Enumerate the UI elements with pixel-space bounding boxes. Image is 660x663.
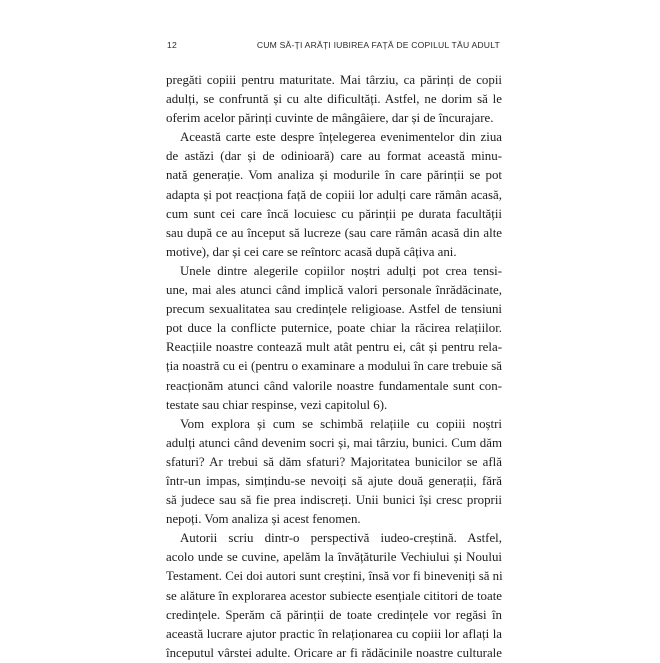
text-line: adulți atunci când devenim socri și, mai târziu, bunici. Cum dăm	[166, 435, 502, 450]
text-line: Vom explora și cum se schimbă relațiile cu copiii noștri	[180, 416, 502, 431]
text-line: credințele. Sperăm că părinții de toate credințele vor regăsi în	[166, 607, 502, 622]
paragraph	[166, 415, 502, 530]
text-line: motive), dar și cei care se reîntorc acasă după câțiva ani.	[166, 244, 457, 259]
page-number: 12	[167, 40, 177, 50]
text-line: acolo unde se cuvine, apelăm la învățăturile Vechiului și Noului	[166, 550, 502, 565]
text-line: Această carte este despre înțelegerea evenimentelor din ziua	[180, 130, 502, 145]
running-head	[167, 40, 500, 54]
text-line: Unele dintre alegerile copiilor noștri adulți pot crea tensi-	[180, 263, 502, 278]
text-line: adulți, se confruntă și cu alte dificultăți. Astfel, ne dorim să le	[166, 92, 502, 107]
text-line: une, mai ales atunci când implică valori personale înrădăcinate,	[166, 283, 502, 298]
text-line: această lucrare ajutor practic în relaționarea cu copiii lor aflați la	[166, 626, 502, 641]
text-line: sau după ce au început să lucreze (sau care rămân acasă din alte	[166, 225, 502, 240]
text-line: de astăzi (dar și de odinioară) care au format această minu-	[166, 149, 502, 164]
text-line: precum sexualitatea sau credințele religioase. Astfel de tensiuni	[166, 302, 502, 317]
text-line: Testament. Cei doi autori sunt creștini, însă vor fi bineveniți să ni	[166, 569, 503, 584]
text-line: reacționăm atunci când valorile noastre fundamentale sunt con-	[166, 378, 502, 393]
text-line: oferim acelor părinți cuvinte de mângâiere, dar și de încurajare.	[166, 111, 494, 126]
text-line: pot duce la conflicte puternice, poate chiar la răcirea relațiilor.	[166, 321, 502, 336]
text-line: să judece sau să fie prea indiscreți. Unii bunici își cresc proprii	[166, 493, 502, 508]
paragraph	[166, 71, 502, 128]
text-line: nată generație. Vom analiza și modurile în care părinții se pot	[166, 168, 502, 183]
book-title: CUM SĂ-ȚI ARĂȚI IUBIREA FAȚĂ DE COPILUL TĂU ADULT	[256, 40, 500, 50]
text-line: testate sau chiar respinse, vezi capitolul 6).	[166, 397, 388, 412]
text-line: Reacțiile noastre contează mult atât pentru ei, cât și pentru rela-	[166, 340, 502, 355]
text-line: adapta și pot reacționa față de copiii lor adulți care rămân acasă,	[166, 187, 502, 202]
text-line: sfaturi? Ar trebui să dăm sfaturi? Majoritatea bunicilor se află	[166, 454, 502, 469]
text-line: ția noastră cu ei (pentru o examinare a modului în care trebuie să	[166, 359, 502, 374]
text-line: începutul vârstei adulte. Oricare ar fi rădăcinile noastre culturale	[166, 645, 502, 660]
text-line: se alăture în explorarea acestor subiecte esențiale cititori de toate	[166, 588, 502, 603]
body-text	[166, 71, 502, 663]
text-line: într-un impas, simțindu-se nevoiți să ajute două generații, fără	[166, 473, 502, 488]
text-line: Autorii scriu dintr-o perspectivă iudeo-creștină. Astfel,	[180, 531, 502, 546]
text-line: cum sunt cei care încă locuiesc cu părinții pe durata facultății	[166, 206, 502, 221]
text-line: nepoți. Vom analiza și acest fenomen.	[166, 512, 361, 527]
paragraph	[166, 262, 502, 415]
text-line: pregăti copiii pentru maturitate. Mai târziu, ca părinți de copii	[166, 73, 502, 87]
paragraph	[166, 529, 502, 663]
paragraph	[166, 128, 502, 262]
